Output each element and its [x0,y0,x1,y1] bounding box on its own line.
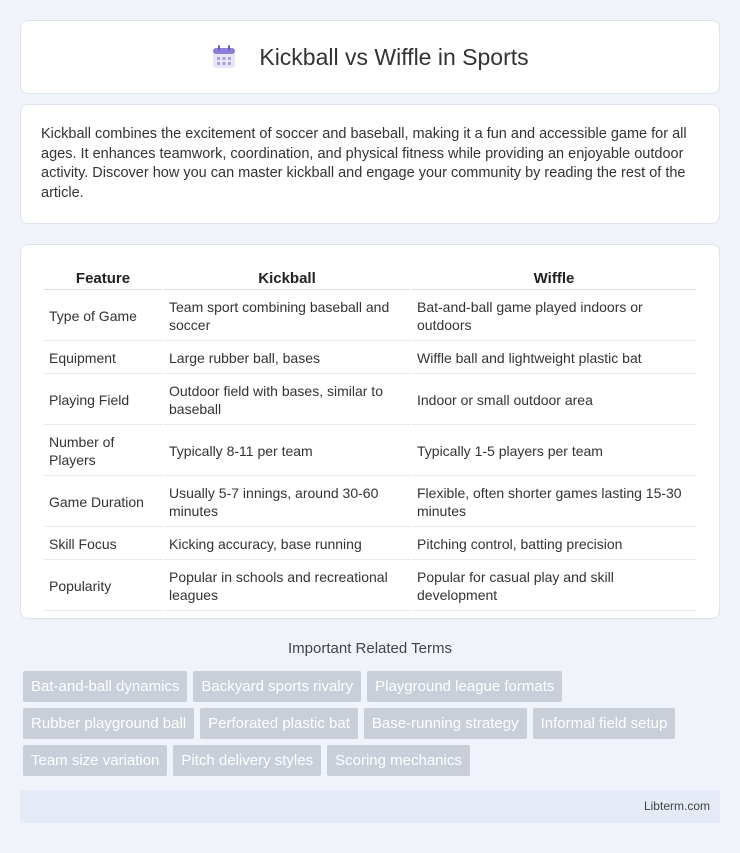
related-term-tag[interactable]: Scoring mechanics [327,745,470,776]
related-term-tag[interactable]: Bat-and-ball dynamics [23,671,187,702]
table-cell: Kicking accuracy, base running [164,529,410,560]
table-cell: Typically 1-5 players per team [412,427,696,476]
table-cell: Outdoor field with bases, similar to baseball [164,376,410,425]
related-term-tag[interactable]: Pitch delivery styles [173,745,321,776]
table-cell: Popularity [44,562,162,611]
table-row [44,427,696,476]
title-card [20,20,720,94]
related-term-tag[interactable]: Backyard sports rivalry [193,671,361,702]
related-term-tag[interactable]: Informal field setup [533,708,676,739]
table-row [44,292,696,341]
table-cell: Number of Players [44,427,162,476]
table-row [44,562,696,611]
table-cell: Flexible, often shorter games lasting 15-30 minutes [412,478,696,527]
table-cell: Popular in schools and recreational leagues [164,562,410,611]
table-cell: Playing Field [44,376,162,425]
table-cell: Pitching control, batting precision [412,529,696,560]
footer-site-link[interactable]: Libterm.com [643,799,710,813]
footer [20,790,720,823]
table-cell: Type of Game [44,292,162,341]
table-cell: Large rubber ball, bases [164,343,410,374]
comparison-table [42,265,698,613]
table-row [44,529,696,560]
table-header-row [44,267,696,290]
table-row [44,343,696,374]
table-cell: Team sport combining baseball and soccer [164,292,410,341]
related-term-tag[interactable]: Base-running strategy [364,708,527,739]
table-cell: Typically 8-11 per team [164,427,410,476]
calendar-icon [211,44,237,70]
table-cell: Usually 5-7 innings, around 30-60 minutes [164,478,410,527]
table-cell: Bat-and-ball game played indoors or outdoors [412,292,696,341]
related-terms-list [23,671,723,782]
intro-text: Kickball combines the excitement of soccer and baseball, making it a fun and accessible game for all ages. It enhances teamwork, coordination, and physical fitness while providing an enjoyable outdoor activity. Discover how you can master kickball and engage your community by reading the rest of the article. [41,126,687,201]
table-cell: Popular for casual play and skill development [412,562,696,611]
table-row [44,478,696,527]
related-term-tag[interactable]: Team size variation [23,745,167,776]
related-terms-title: Important Related Terms [288,640,452,657]
table-cell: Skill Focus [44,529,162,560]
header-wiffle: Wiffle [412,267,696,290]
header-kickball: Kickball [164,267,410,290]
comparison-card [20,244,720,619]
table-row [44,376,696,425]
page-title: Kickball vs Wiffle in Sports [259,43,529,70]
header-feature: Feature [44,267,162,290]
related-term-tag[interactable]: Playground league formats [367,671,562,702]
table-cell: Game Duration [44,478,162,527]
table-cell: Wiffle ball and lightweight plastic bat [412,343,696,374]
intro-card [20,104,720,224]
related-term-tag[interactable]: Rubber playground ball [23,708,194,739]
table-cell: Equipment [44,343,162,374]
related-term-tag[interactable]: Perforated plastic bat [200,708,358,739]
table-cell: Indoor or small outdoor area [412,376,696,425]
